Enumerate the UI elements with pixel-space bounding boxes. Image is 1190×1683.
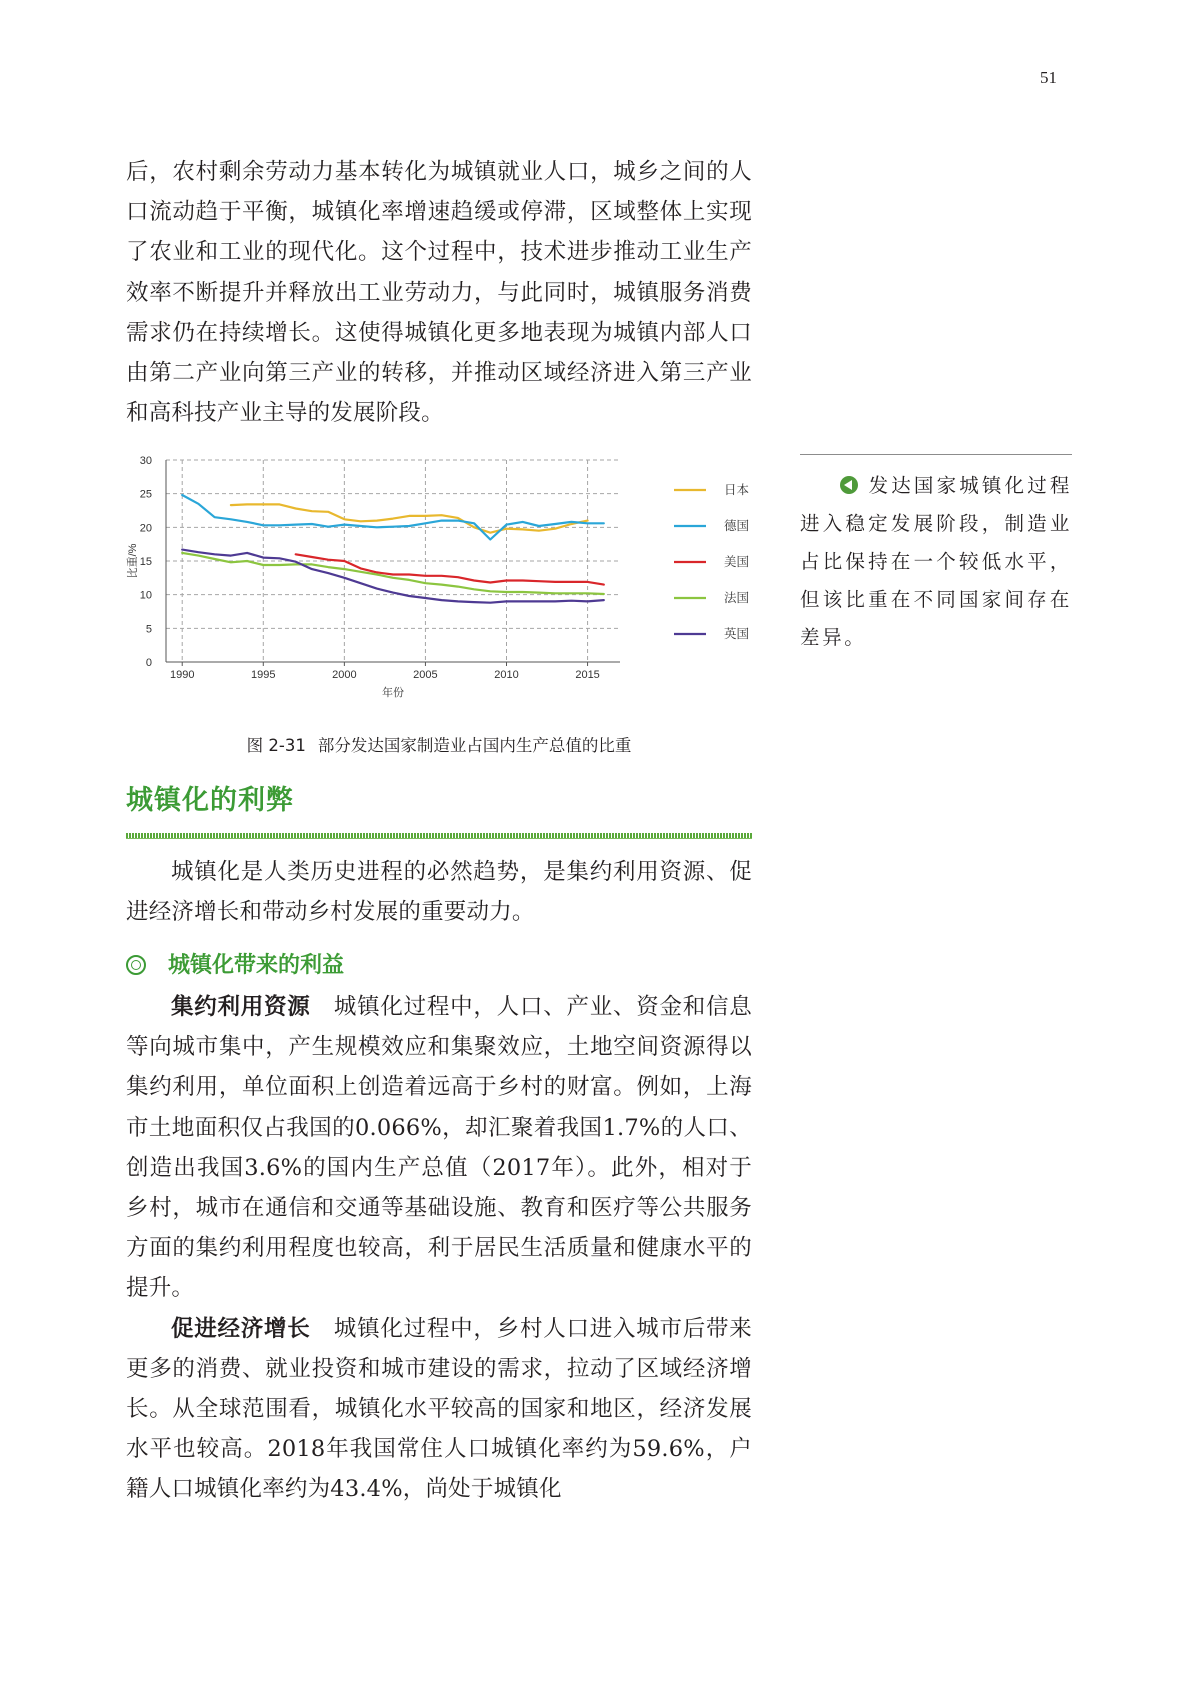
y-tick-label: 25 (139, 488, 152, 501)
paragraph-text: 城镇化过程中，乡村人口进入城市后带来更多的消费、就业投资和城市建设的需求，拉动了区域经济增长。从全球范围看，城镇化水平较高的国家和地区，经济发展水平也较高。2018年我国常住人口城镇化率约为59.6%，户籍人口城镇化率约为43.4%，尚处于城镇化 (126, 1315, 752, 1503)
x-tick-label: 2015 (575, 669, 600, 681)
y-tick-label: 0 (145, 657, 152, 669)
chart-axes (126, 455, 620, 699)
paragraph-growth (126, 1309, 752, 1510)
y-tick-label: 5 (145, 623, 152, 636)
subsection-title-text: 城镇化带来的利益 (168, 953, 345, 978)
y-tick-label: 20 (139, 522, 152, 535)
chart-legend (674, 482, 749, 641)
double-circle-icon (126, 955, 146, 975)
section-divider (126, 833, 752, 839)
series-line-1 (231, 504, 588, 532)
legend-label: 美国 (724, 554, 750, 569)
chart-series (182, 495, 604, 603)
paragraph-lead: 集约利用资源 (171, 994, 311, 1020)
x-tick-label: 2010 (494, 669, 519, 681)
y-tick-label: 10 (139, 589, 152, 602)
paragraph-lead: 促进经济增长 (171, 1315, 311, 1342)
intro-paragraph: 后，农村剩余劳动力基本转化为城镇就业人口，城乡之间的人口流动趋于平衡，城镇化率增速趋缓或停滞，区域整体上实现了农业和工业的现代化。这个过程中，技术进步推动工业生产效率不断提升并释放出工业劳动力，与此同时，城镇服务消费需求仍在持续增长。这使得城镇化更多地表现为城镇内部人口由第二产业向第三产业的转移，并推动区域经济进入第三产业和高科技产业主导的发展阶段。 (126, 159, 752, 427)
left-arrow-circle-icon (840, 476, 858, 494)
legend-label: 法国 (724, 590, 750, 605)
x-axis-title: 年份 (382, 687, 404, 699)
figure-caption (126, 732, 752, 756)
figure-caption-text: 部分发达国家制造业占国内生产总值的比重 (317, 736, 632, 755)
y-tick-label: 15 (139, 556, 152, 568)
paragraph-resources (126, 987, 752, 1309)
sidenote-text: 发达国家城镇化过程进入稳定发展阶段，制造业占比保持在一个较低水平，但该比重在不同国家间存在差异。 (800, 474, 1072, 649)
manufacturing-share-chart (126, 450, 752, 730)
section-intro-paragraph: 城镇化是人类历史进程的必然趋势，是集约利用资源、促进经济增长和带动乡村发展的重要动力。 (126, 859, 752, 926)
series-line-2 (182, 495, 604, 540)
sidenote (800, 467, 1072, 657)
x-tick-label: 1995 (251, 669, 276, 681)
figure-number: 图 2-31 (246, 736, 306, 755)
y-axis-title: 比重/% (127, 543, 139, 579)
intro-text (126, 152, 752, 433)
legend-label: 德国 (724, 518, 750, 533)
section-intro (126, 852, 752, 932)
x-tick-label: 2000 (332, 669, 357, 681)
subsection-title (126, 948, 344, 979)
x-tick-label: 1990 (169, 669, 195, 681)
paragraph-text: 城镇化过程中，人口、产业、资金和信息等向城市集中，产生规模效应和集聚效应，土地空间资源得以集约利用，单位面积上创造着远高于乡村的财富。例如，上海市土地面积仅占我国的0.066%，却汇聚着我国1.7%的人口、创造出我国3.6%的国内生产总值（2017年）。此外，相对于乡村，城市在通信和交通等基础设施、教育和医疗等公共服务方面的集约利用程度也较高，利于居民生活质量和健康水平的提升。 (126, 994, 752, 1302)
x-tick-label: 2005 (413, 669, 438, 681)
figure-2-31 (126, 450, 752, 770)
legend-label: 英国 (724, 626, 750, 641)
section-title: 城镇化的利弊 (126, 785, 294, 816)
body-text (126, 987, 752, 1510)
y-tick-label: 30 (139, 455, 152, 467)
page-number: 51 (1040, 68, 1057, 87)
legend-label: 日本 (724, 482, 750, 497)
sidenote-divider (800, 454, 1072, 455)
